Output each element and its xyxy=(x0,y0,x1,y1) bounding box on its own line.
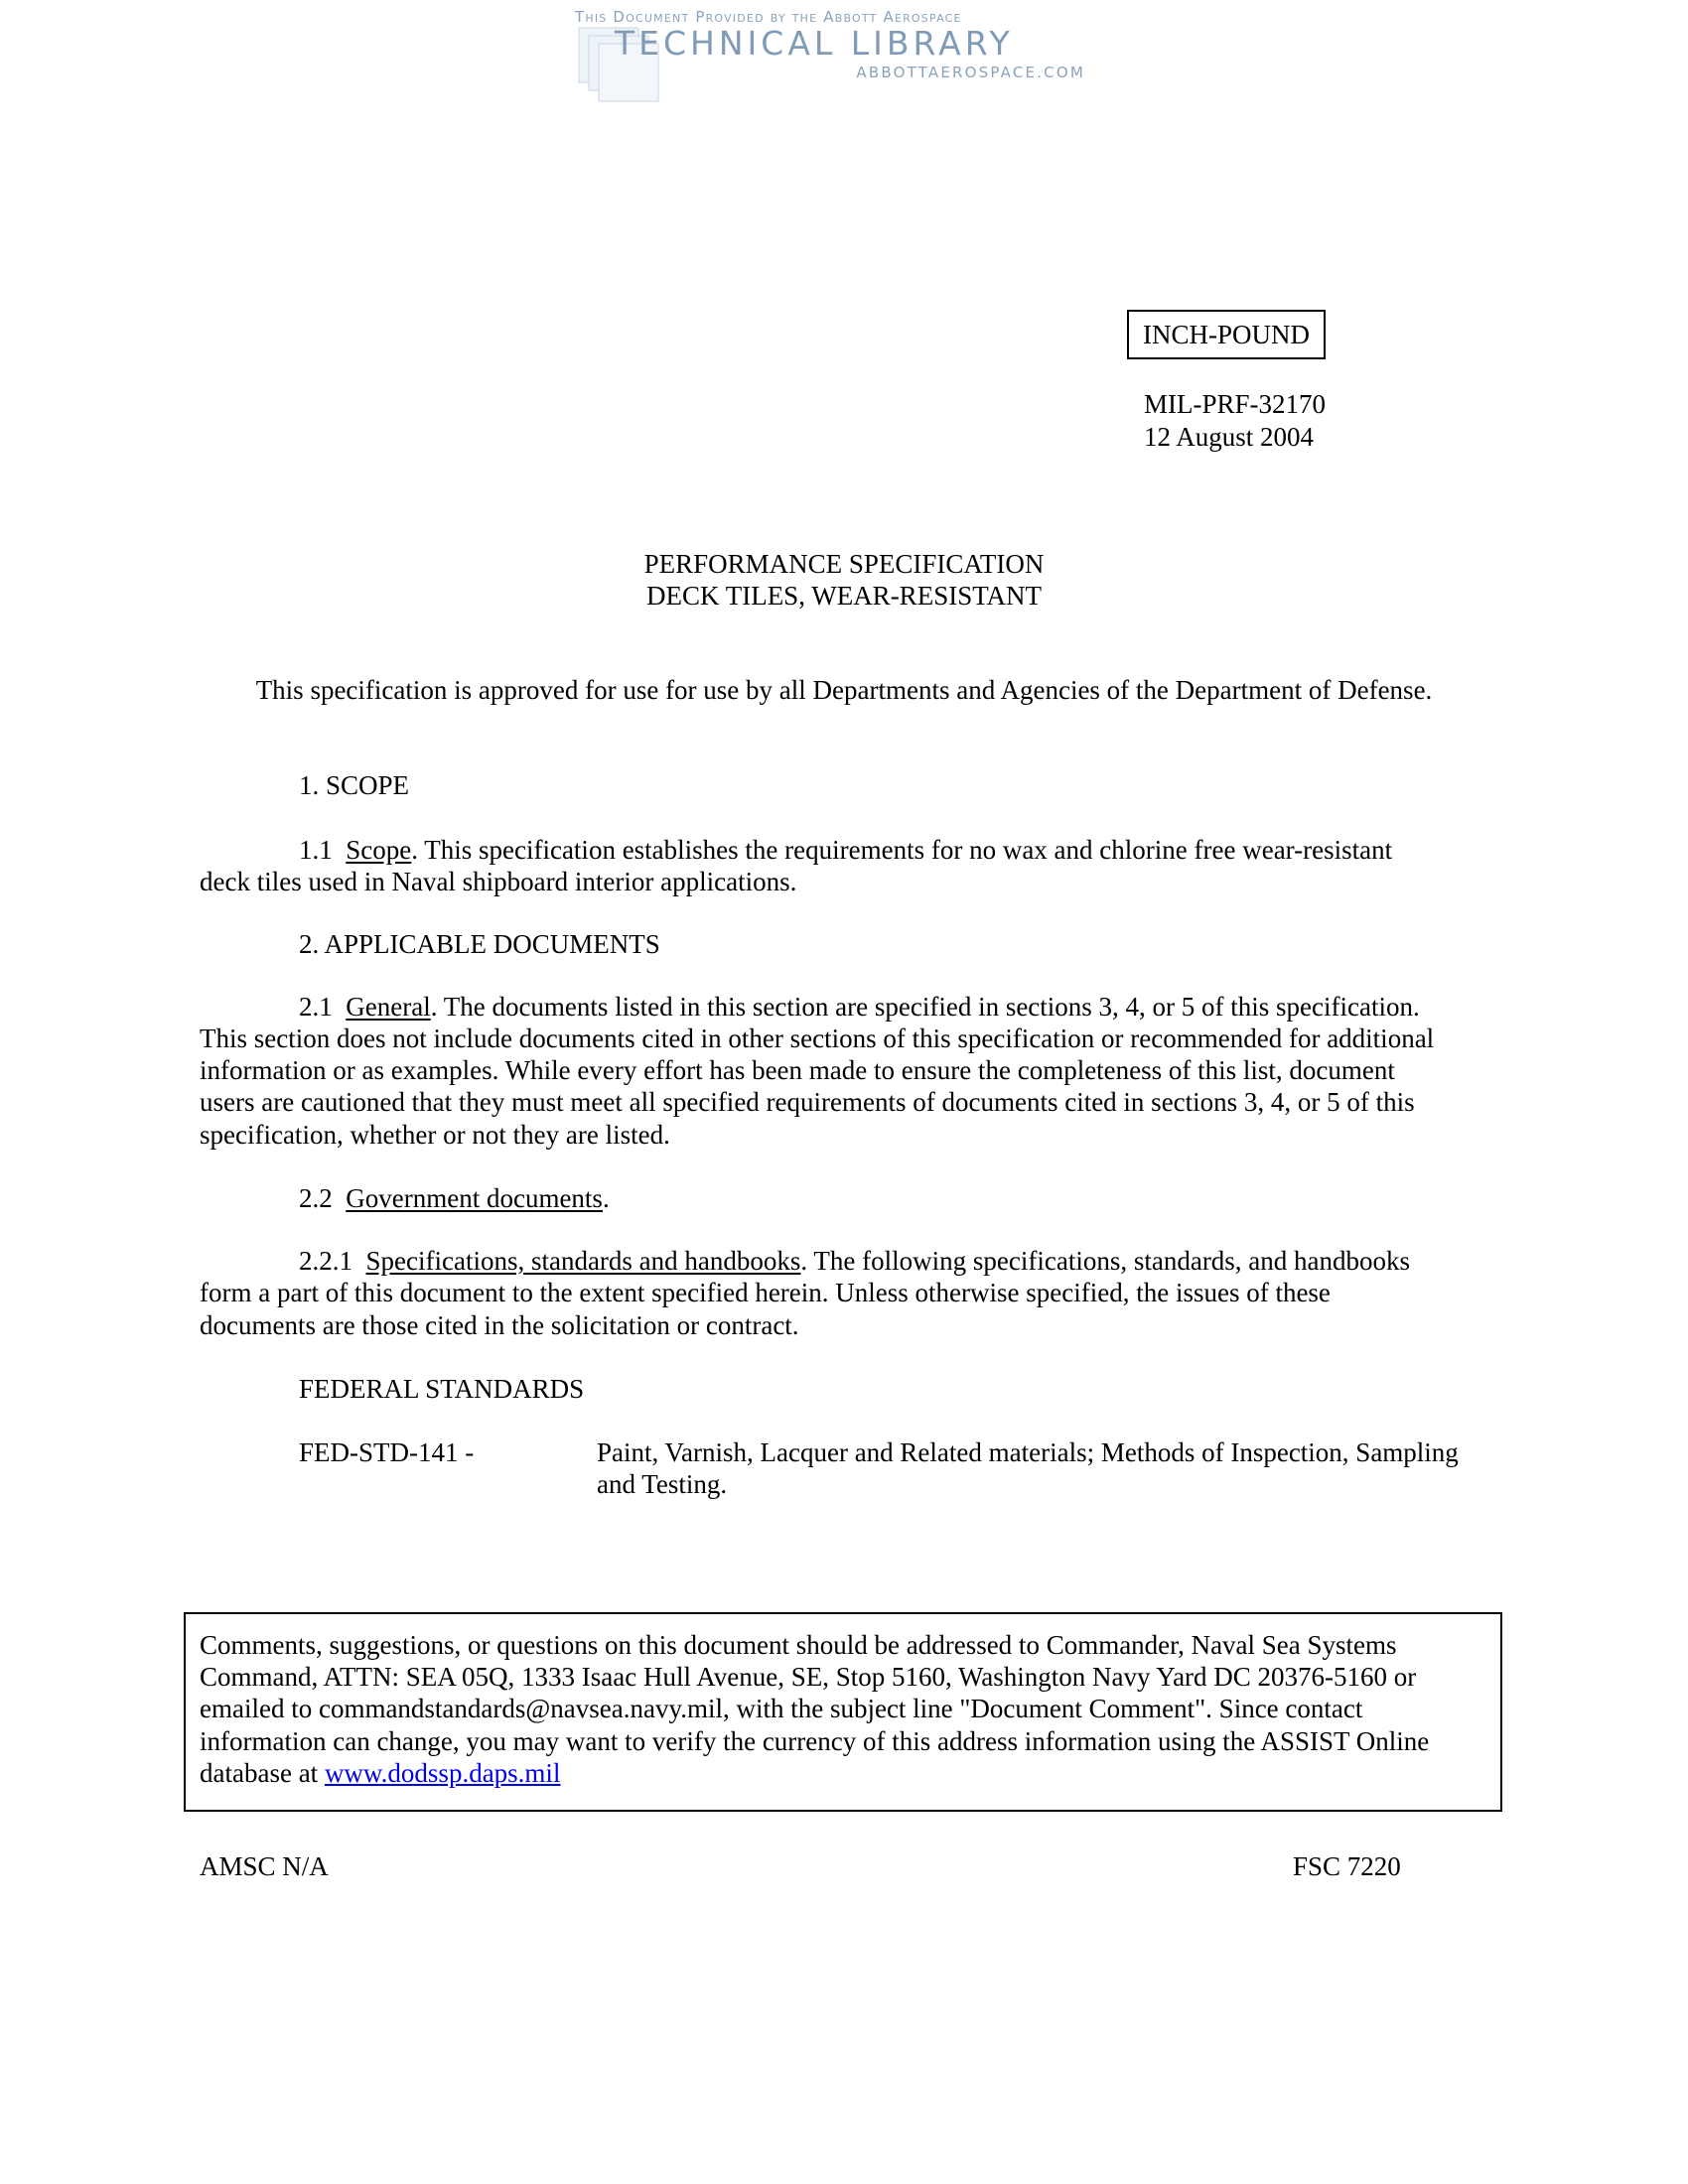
document-date: 12 August 2004 xyxy=(1144,422,1315,452)
comments-line: Comments, suggestions, or questions on this document should be addressed to Commander, Naval Sea Systems xyxy=(200,1630,1397,1660)
section-number: 2.2.1 xyxy=(299,1246,352,1276)
section-2-2 xyxy=(299,1182,610,1214)
section-number: 2.1 xyxy=(299,992,333,1022)
federal-standards-heading: FEDERAL STANDARDS xyxy=(299,1374,585,1404)
inch-pound-stamp: INCH-POUND xyxy=(1127,310,1326,359)
paragraph-line: deck tiles used in Naval shipboard interior applications. xyxy=(200,867,797,896)
section-title: Scope xyxy=(346,835,412,865)
section-2-heading: 2. APPLICABLE DOCUMENTS xyxy=(299,929,660,959)
watermark-logo xyxy=(575,6,1091,105)
section-title: Specifications, standards and handbooks xyxy=(365,1246,801,1276)
paragraph-text: . The following specifications, standards, and handbooks xyxy=(800,1246,1411,1276)
comments-line: Command, ATTN: SEA 05Q, 1333 Isaac Hull Avenue, SE, Stop 5160, Washington Navy Yard DC 20376-5160 or xyxy=(200,1662,1417,1692)
paragraph-line: documents are those cited in the solicitation or contract. xyxy=(200,1310,799,1340)
fed-std-description-cont: and Testing. xyxy=(597,1469,728,1499)
section-number: 2.2 xyxy=(299,1183,333,1213)
paragraph-line: users are cautioned that they must meet all specified requirements of documents cited in sections 3, 4, or 5 of this xyxy=(200,1087,1415,1117)
comments-line: emailed to commandstandards@navsea.navy.mil, with the subject line "Document Comment". Since contact xyxy=(200,1694,1363,1723)
document-number: MIL-PRF-32170 xyxy=(1144,389,1327,419)
fed-std-id: FED-STD-141 - xyxy=(299,1437,475,1467)
comments-box xyxy=(184,1612,1502,1812)
amsc-label: AMSC N/A xyxy=(200,1851,329,1881)
assist-database-link[interactable]: www.dodssp.daps.mil xyxy=(324,1758,561,1788)
watermark-title: TECHNICAL LIBRARY xyxy=(615,24,1014,63)
title-line-1: PERFORMANCE SPECIFICATION xyxy=(643,549,1045,579)
section-title: Government documents xyxy=(346,1183,603,1213)
paragraph-line: information or as examples. While every effort has been made to ensure the completeness of this list, document xyxy=(200,1055,1395,1085)
paragraph-line: This section does not include documents cited in other sections of this specification or recommended for additional xyxy=(200,1024,1435,1053)
paragraph-text: . The documents listed in this section are specified in sections 3, 4, or 5 of this specification. xyxy=(430,992,1420,1022)
paragraph-text: . This specification establishes the requirements for no wax and chlorine free wear-resistant xyxy=(411,835,1393,865)
paragraph-text: . xyxy=(602,1183,610,1213)
section-1-heading: 1. SCOPE xyxy=(299,770,410,800)
section-1-1-first-line xyxy=(299,834,1392,866)
approval-statement: This specification is approved for use for use by all Departments and Agencies of the Department of Defense. xyxy=(255,675,1433,705)
watermark-url: ABBOTTAEROSPACE.COM xyxy=(856,64,1085,81)
fsc-label: FSC 7220 xyxy=(1293,1851,1401,1881)
paragraph-line: specification, whether or not they are listed. xyxy=(200,1120,670,1150)
title-line-2: DECK TILES, WEAR-RESISTANT xyxy=(645,581,1043,611)
section-title: General xyxy=(346,992,431,1022)
section-2-2-1-first-line xyxy=(299,1245,1410,1277)
comments-line: information can change, you may want to verify the currency of this address information using the ASSIST Online xyxy=(200,1726,1430,1756)
section-2-1-first-line xyxy=(299,991,1420,1023)
section-number: 1.1 xyxy=(299,835,333,865)
comments-last-line xyxy=(200,1757,560,1789)
fed-std-description: Paint, Varnish, Lacquer and Related materials; Methods of Inspection, Sampling xyxy=(597,1437,1459,1467)
comments-text: database at xyxy=(200,1758,325,1788)
watermark-top-line: This Document Provided by the Abbott Aerospace xyxy=(575,8,962,26)
paragraph-line: form a part of this document to the extent specified herein. Unless otherwise specified, the issues of these xyxy=(200,1278,1331,1307)
